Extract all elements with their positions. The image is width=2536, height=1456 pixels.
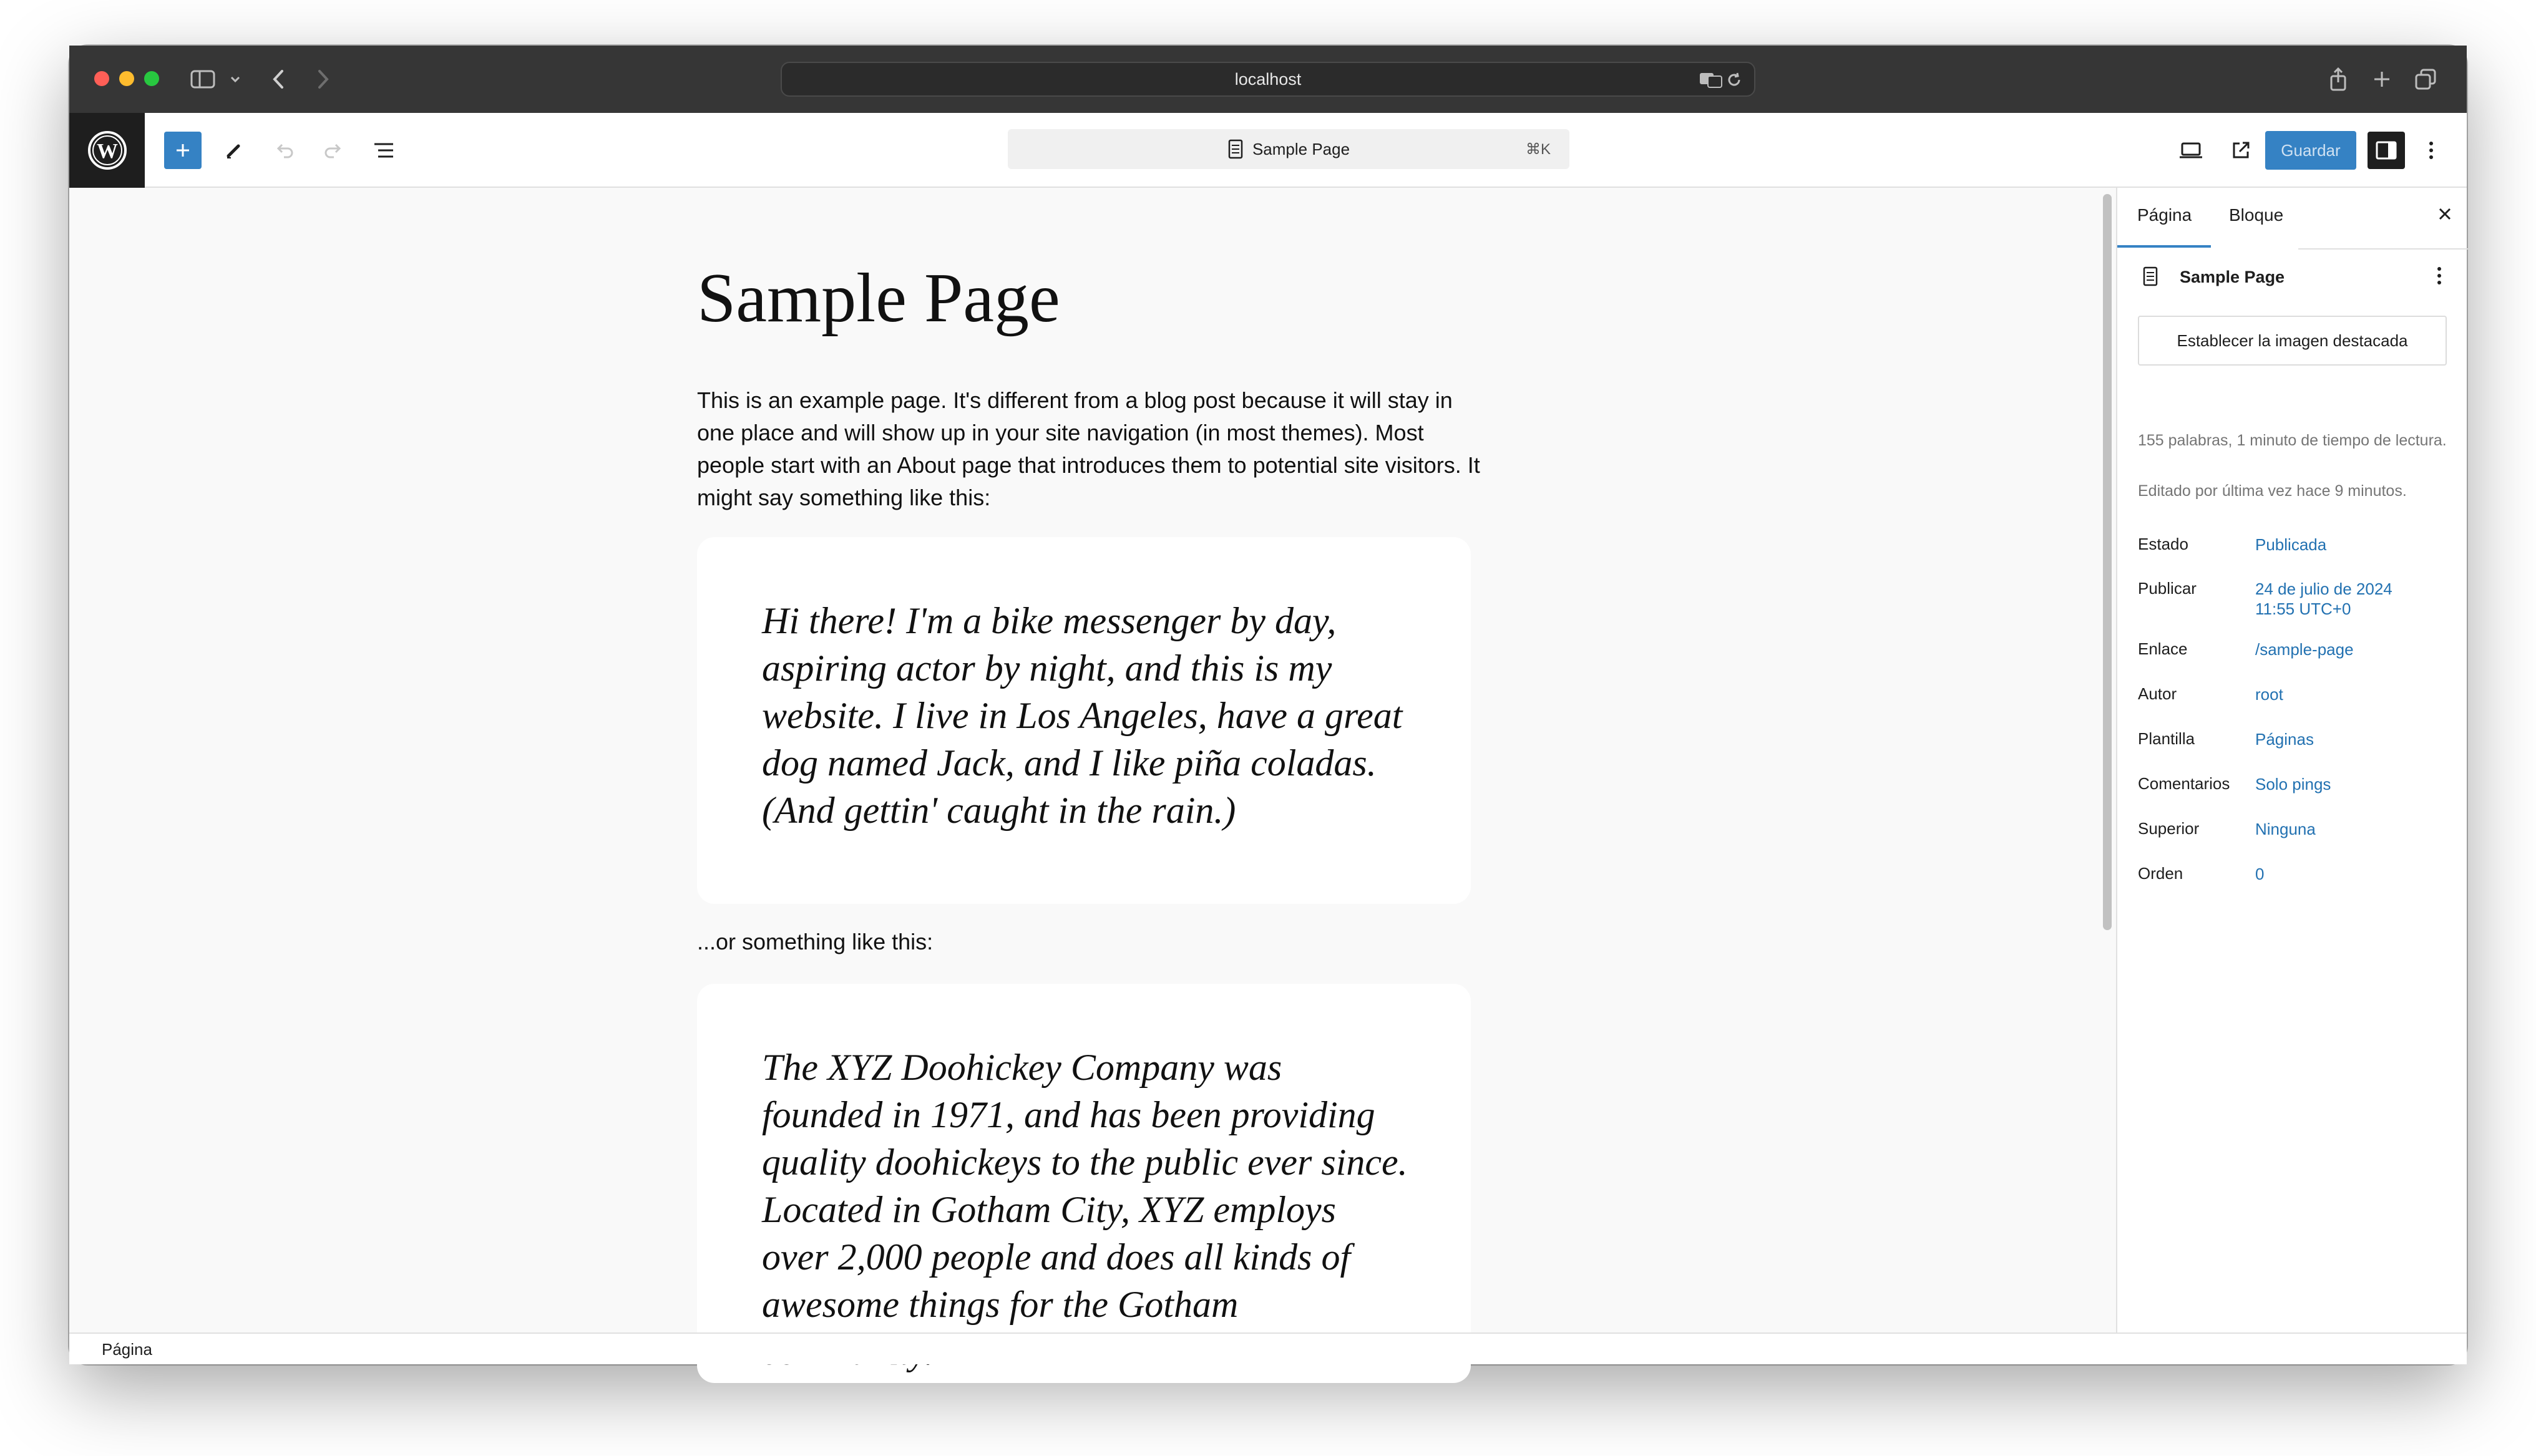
- active-tab-indicator: [2117, 245, 2211, 248]
- order-label: Orden: [2138, 864, 2183, 883]
- last-edited-text: Editado por última vez hace 9 minutos.: [2138, 482, 2407, 500]
- page-icon: [2142, 266, 2158, 289]
- browser-window: [69, 46, 2467, 1364]
- command-title: Sample Page: [1252, 139, 1350, 158]
- parent-row: [2138, 819, 2450, 857]
- address-bar[interactable]: [781, 62, 1755, 97]
- add-block-button[interactable]: [164, 132, 202, 169]
- editor-canvas[interactable]: [69, 188, 2116, 1332]
- sidebar-page-title: Sample Page: [2180, 268, 2285, 286]
- tab-block[interactable]: Bloque: [2229, 205, 2284, 225]
- order-value-link[interactable]: 0: [2255, 865, 2265, 883]
- page-actions-icon[interactable]: [2437, 266, 2442, 288]
- settings-sidebar: [2116, 188, 2467, 1332]
- page-title[interactable]: Sample Page: [697, 260, 1060, 337]
- settings-panel-toggle-icon[interactable]: [2368, 132, 2405, 169]
- undo-icon[interactable]: [265, 132, 303, 169]
- device-preview-icon[interactable]: [2172, 132, 2210, 169]
- order-row: [2138, 864, 2450, 901]
- author-label: Autor: [2138, 684, 2177, 703]
- intro-paragraph[interactable]: This is an example page. It's different from a blog post because it will stay in one place and will show up in your site navigation (in most themes). Most people start with an About page that introduces them to potential site visitors. It might say something like this:: [697, 387, 1480, 510]
- author-row: [2138, 684, 2450, 722]
- comments-value-link[interactable]: Solo pings: [2255, 775, 2331, 794]
- comments-label: Comentarios: [2138, 774, 2230, 793]
- word-count-text: 155 palabras, 1 minuto de tiempo de lectura.: [2138, 432, 2447, 449]
- close-icon[interactable]: [2437, 206, 2452, 225]
- status-value-link[interactable]: Publicada: [2255, 535, 2327, 554]
- new-tab-plus-icon[interactable]: [2369, 64, 2394, 94]
- page-icon: [1227, 139, 1244, 159]
- plus-icon: [175, 142, 191, 158]
- block-breadcrumb-bar: [69, 1332, 2467, 1364]
- breadcrumb-page[interactable]: Página: [102, 1340, 152, 1359]
- back-arrow-icon[interactable]: [268, 64, 289, 94]
- list-view-icon[interactable]: [365, 132, 402, 169]
- publish-label: Publicar: [2138, 579, 2197, 598]
- browser-toolbar: [69, 46, 2467, 113]
- forward-arrow-icon[interactable]: [313, 64, 334, 94]
- comments-row: [2138, 774, 2450, 812]
- quote-block-2[interactable]: The XYZ Doohickey Company was founded in 1971, and has been providing quality doohickeys to the public ever since. Located in Gotham City, XYZ employs over 2,000 people and does all kinds of awesome things for the Gotham: [697, 984, 1471, 1383]
- link-value-link[interactable]: /sample-page: [2255, 640, 2354, 659]
- minimize-window-button[interactable]: [119, 71, 134, 86]
- pencil-tools-icon[interactable]: [215, 132, 253, 169]
- parent-value-link[interactable]: Ninguna: [2255, 820, 2316, 838]
- options-menu-icon[interactable]: [2419, 132, 2444, 169]
- reload-icon[interactable]: [1725, 70, 1743, 89]
- canvas-scrollbar[interactable]: [2103, 194, 2112, 930]
- close-window-button[interactable]: [94, 71, 109, 86]
- quote-block-1[interactable]: Hi there! I'm a bike messenger by day, aspiring actor by night, and this is my website. I live in Los Angeles, have a great dog named Jack, and I like piña coladas. (And gettin' caught in the rain.): [697, 537, 1471, 904]
- save-button[interactable]: Guardar: [2265, 131, 2356, 170]
- zoom-window-button[interactable]: [144, 71, 159, 86]
- link-row: [2138, 639, 2450, 677]
- share-icon[interactable]: [2326, 64, 2351, 94]
- editor-header: [69, 113, 2467, 188]
- translate-icon[interactable]: [1699, 70, 1723, 89]
- chevron-down-icon[interactable]: [228, 64, 243, 94]
- or-paragraph[interactable]: ...or something like this:: [697, 929, 934, 954]
- view-external-icon[interactable]: [2222, 132, 2260, 169]
- template-row: [2138, 729, 2450, 767]
- tab-page[interactable]: Página: [2137, 205, 2192, 225]
- publish-row: [2138, 579, 2450, 623]
- author-value-link[interactable]: root: [2255, 685, 2283, 704]
- sidebar-toggle-icon[interactable]: [189, 64, 217, 94]
- template-value-link[interactable]: Páginas: [2255, 730, 2314, 749]
- status-row: [2138, 535, 2450, 572]
- svg-text:W: W: [96, 140, 118, 163]
- url-text: localhost: [1234, 69, 1302, 89]
- command-palette-button[interactable]: [1008, 129, 1569, 169]
- publish-date-link[interactable]: 24 de julio de 2024 11:55 UTC+0: [2255, 580, 2392, 618]
- status-label: Estado: [2138, 535, 2188, 553]
- wordpress-logo-icon[interactable]: [69, 113, 145, 188]
- parent-label: Superior: [2138, 819, 2200, 838]
- tab-divider: [2298, 248, 2468, 250]
- link-label: Enlace: [2138, 639, 2188, 658]
- tab-overview-icon[interactable]: [2413, 64, 2438, 94]
- set-featured-image-button[interactable]: Establecer la imagen destacada: [2138, 316, 2447, 366]
- redo-icon[interactable]: [315, 132, 353, 169]
- command-shortcut: ⌘K: [1525, 141, 1551, 158]
- template-label: Plantilla: [2138, 729, 2195, 748]
